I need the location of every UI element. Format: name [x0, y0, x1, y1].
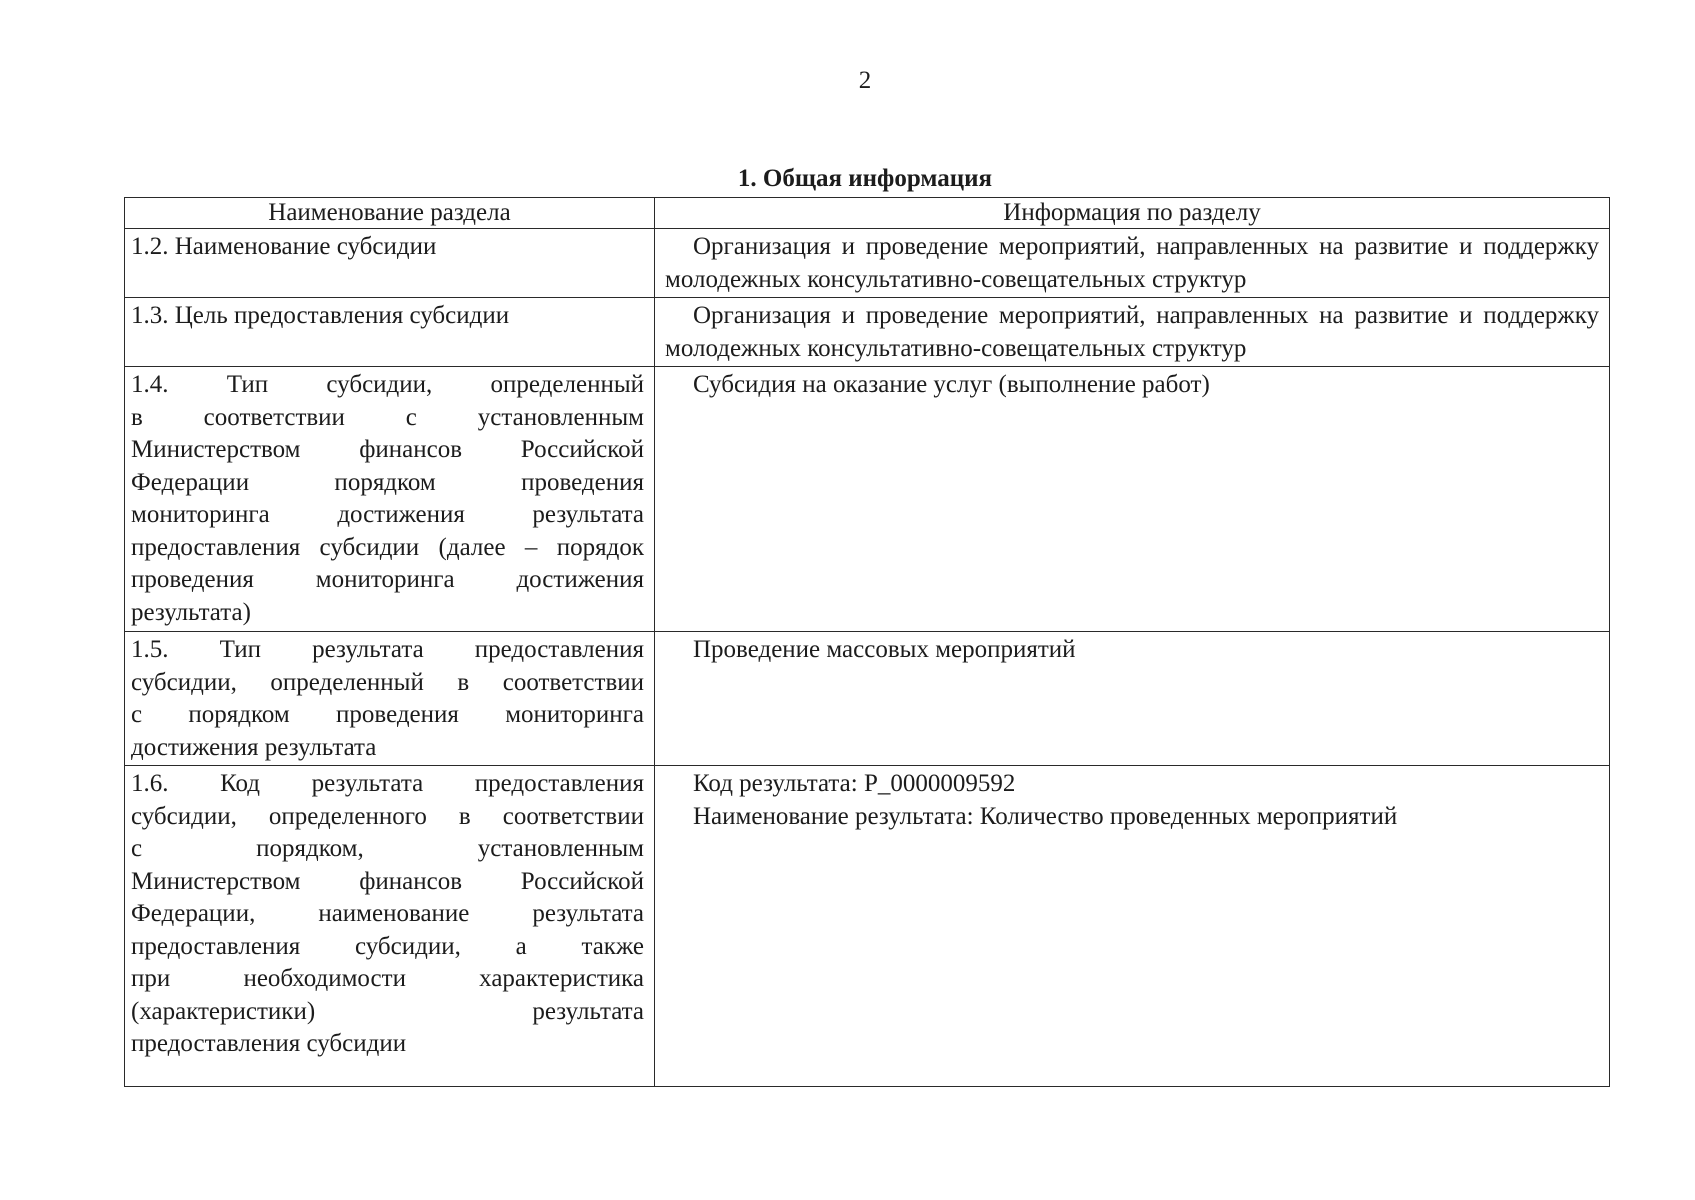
table-row: [125, 229, 1610, 298]
table-header-row: [125, 198, 1610, 229]
result-name-text: Наименование результата: Количество проведенных мероприятий: [693, 802, 1398, 830]
column-header-section-info: Информация по разделу: [655, 198, 1610, 229]
section-name-cell: [125, 367, 655, 632]
section-name-line: 1.2. Наименование субсидии: [131, 233, 437, 260]
section-name-line: мониторинга достижения результата: [131, 501, 644, 528]
section-name-line: 1.4. Тип субсидии, определенный: [131, 371, 644, 398]
section-name-line: 1.3. Цель предоставления субсидии: [131, 302, 510, 329]
section-name-line: предоставления субсидии, а также: [131, 932, 644, 960]
table-row: [125, 766, 1610, 1087]
general-info-table: [124, 197, 1610, 1087]
section-info-cell: [655, 632, 1610, 766]
section-name-cell: [125, 229, 655, 298]
result-code-text: Код результата: P_0000009592: [693, 770, 1016, 797]
section-info-text: Субсидия на оказание услуг (выполнение работ): [693, 371, 1210, 398]
page-number: 2: [858, 67, 872, 94]
section-name-line: в соответствии с установленным: [131, 403, 644, 431]
section-title: 1. Общая информация: [737, 165, 993, 192]
section-name-line: предоставления субсидии (далее – порядок: [131, 533, 644, 561]
section-name-cell: [125, 632, 655, 766]
section-name-line: предоставления субсидии: [131, 1030, 407, 1057]
section-name-cell: [125, 298, 655, 367]
section-info-cell: [655, 367, 1610, 632]
section-info-cell: [655, 766, 1610, 1087]
section-name-line: с порядком, установленным: [131, 835, 644, 862]
section-name-line: Министерством финансов Российской: [131, 867, 644, 895]
section-info-text: Проведение массовых мероприятий: [693, 636, 1076, 663]
section-info-cell: [655, 229, 1610, 298]
table-row: [125, 632, 1610, 766]
section-name-line: проведения мониторинга достижения: [131, 566, 644, 593]
section-name-line: Министерством финансов Российской: [131, 436, 644, 463]
table-row: [125, 298, 1610, 367]
section-info-cell: [655, 298, 1610, 367]
section-name-line: результата): [131, 598, 251, 626]
section-name-line: Федерации порядком проведения: [131, 468, 644, 496]
section-name-line: Федерации, наименование результата: [131, 900, 644, 927]
section-info-text: Организация и проведение мероприятий, направленных на развитие и поддержку молодежных консультативно-совещательных структур: [665, 302, 1599, 362]
section-name-line: 1.6. Код результата предоставления: [131, 770, 644, 797]
table-row: [125, 367, 1610, 632]
section-name-line: субсидии, определенного в соответствии: [131, 802, 644, 830]
section-name-line: с порядком проведения мониторинга: [131, 701, 644, 728]
section-name-cell: [125, 766, 655, 1087]
section-name-line: (характеристики) результата: [131, 997, 644, 1025]
column-header-section-name: Наименование раздела: [125, 198, 655, 229]
section-name-line: при необходимости характеристика: [131, 965, 644, 992]
section-info-text: Организация и проведение мероприятий, направленных на развитие и поддержку молодежных консультативно-совещательных структур: [665, 233, 1599, 293]
section-name-line: 1.5. Тип результата предоставления: [131, 636, 644, 663]
section-name-line: достижения результата: [131, 733, 377, 761]
section-name-line: субсидии, определенный в соответствии: [131, 668, 644, 696]
